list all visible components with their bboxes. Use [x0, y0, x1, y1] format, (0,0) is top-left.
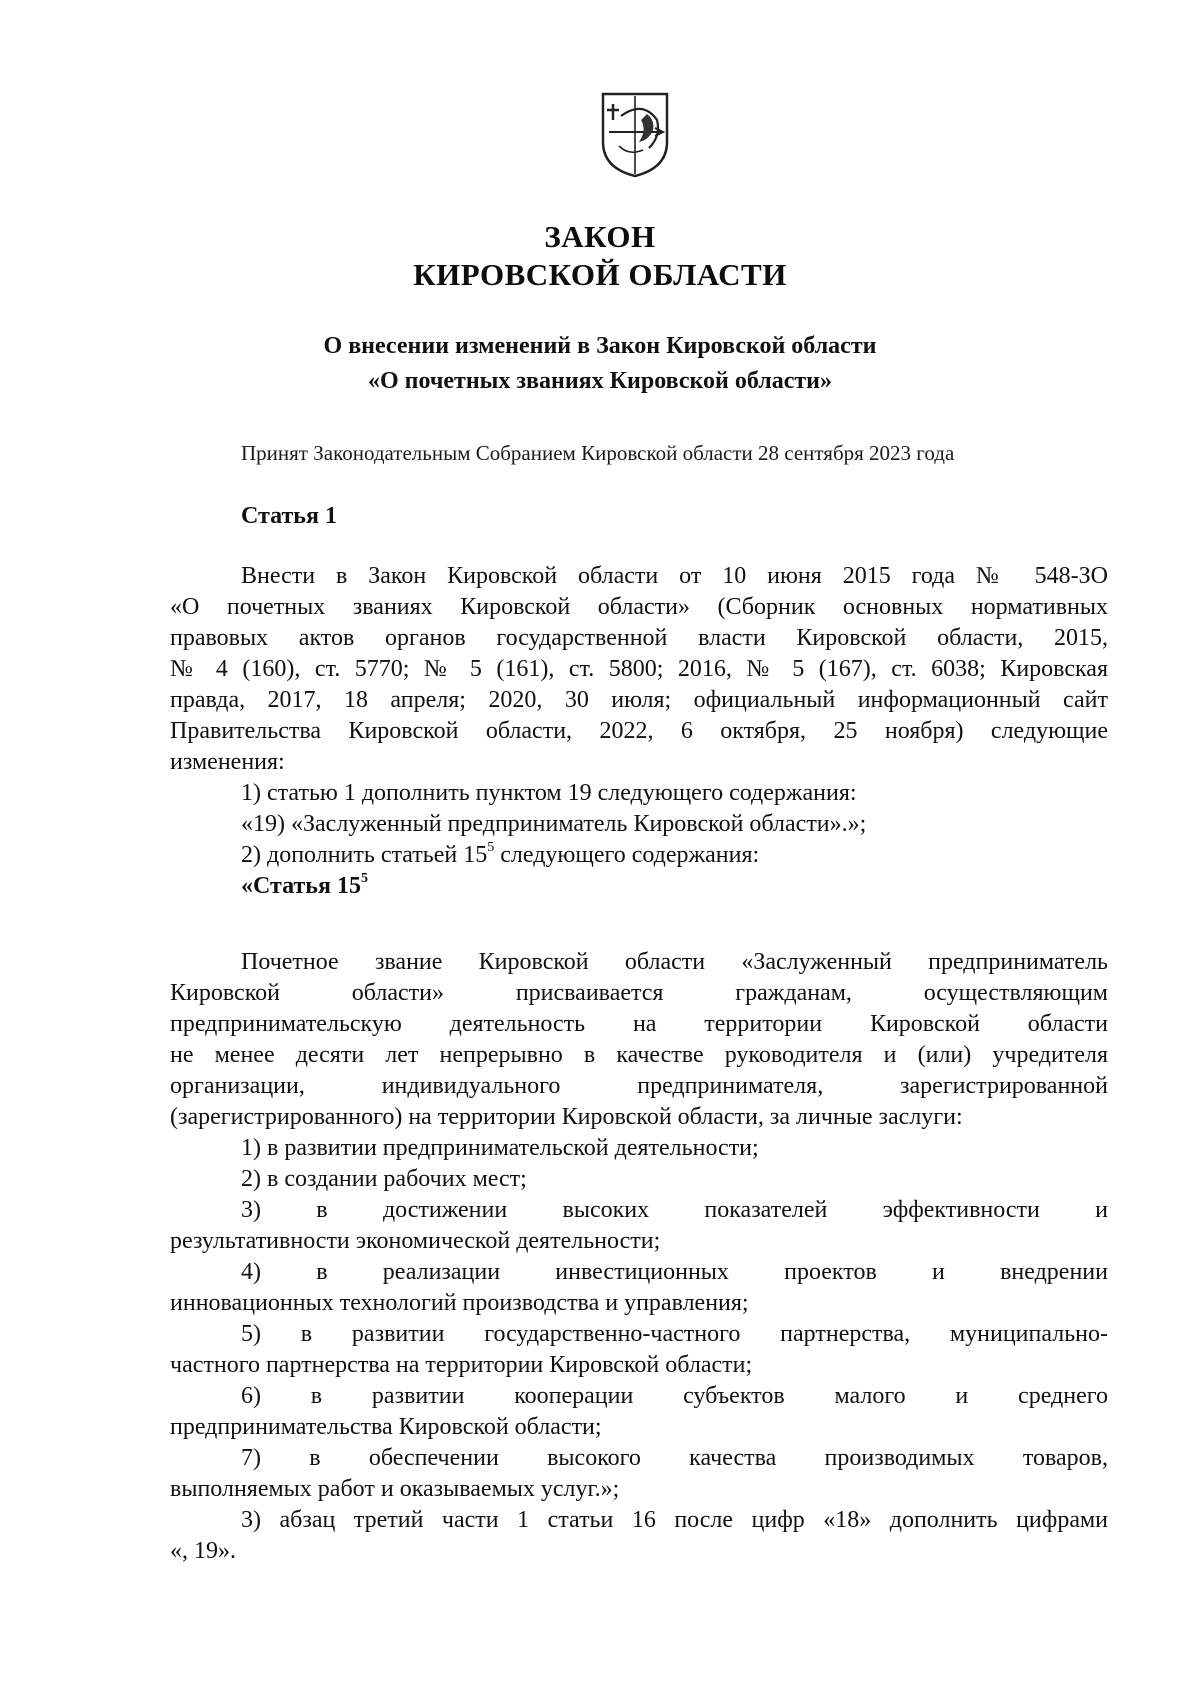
amendment-item-2	[170, 840, 1108, 871]
law-title-line-2: КИРОВСКОЙ ОБЛАСТИ	[413, 257, 787, 292]
merit-item: 7) в обеспечении высокого качества производимых товаров,	[241, 1445, 1108, 1471]
article-body-main	[170, 947, 1108, 1567]
merit-item-continued: частного партнерства на территории Кировской области;	[170, 1352, 753, 1378]
adoption-note: Принят Законодательным Собранием Кировской области 28 сентября 2023 года	[241, 441, 955, 465]
merit-item: 2) в создании рабочих мест;	[241, 1166, 527, 1192]
main-line: предпринимательскую деятельность на территории Кировской области	[170, 1011, 1108, 1037]
new-article-heading	[170, 871, 1108, 902]
merit-item-continued: выполняемых работ и оказываемых услуг.»;	[170, 1476, 620, 1502]
merit-item: 1) в развитии предпринимательской деятельности;	[241, 1135, 759, 1161]
merit-item: 4) в реализации инвестиционных проектов и внедрении	[241, 1259, 1108, 1285]
merit-item-continued: инновационных технологий производства и управления;	[170, 1290, 749, 1316]
intro-line: правда, 2017, 18 апреля; 2020, 30 июля; официальный информационный сайт	[170, 687, 1108, 713]
main-line: не менее десяти лет непрерывно в качестве руководителя и (или) учредителя	[170, 1042, 1108, 1068]
intro-line: изменения:	[170, 749, 285, 775]
merit-item: 5) в развитии государственно-частного партнерства, муниципально-	[241, 1321, 1108, 1347]
item-2-text: 2) дополнить статьей 15	[241, 842, 488, 868]
intro-line: № 4 (160), ст. 5770; № 5 (161), ст. 5800; 2016, № 5 (167), ст. 6038; Кировская	[170, 656, 1108, 682]
coat-of-arms-icon	[599, 90, 671, 178]
law-subject-line-2: «О почетных званиях Кировской области»	[367, 368, 833, 394]
intro-line: правовых актов органов государственной власти Кировской области, 2015,	[170, 625, 1108, 651]
new-article-superscript: 5	[360, 871, 368, 886]
amendment-item-1: 1) статью 1 дополнить пунктом 19 следующего содержания:	[241, 780, 857, 806]
amendment-item-3-continued: «, 19».	[170, 1538, 236, 1564]
law-subject-line-1: О внесении изменений в Закон Кировской области	[323, 333, 877, 359]
law-title-line-1: ЗАКОН	[544, 219, 656, 254]
amendment-item-1-quote: «19) «Заслуженный предприниматель Кировской области».»;	[241, 811, 867, 837]
intro-line: Внести в Закон Кировской области от 10 июня 2015 года № 548-ЗО	[241, 563, 1108, 589]
merit-item: 3) в достижении высоких показателей эффективности и	[241, 1197, 1108, 1223]
article-body-intro	[170, 561, 1108, 902]
article-heading: Статья 1	[241, 503, 337, 529]
main-line: Почетное звание Кировской области «Заслуженный предприниматель	[241, 949, 1108, 975]
new-article-heading-text: «Статья 15	[241, 873, 361, 899]
main-line: Кировской области» присваивается гражданам, осуществляющим	[170, 980, 1108, 1006]
merit-item-continued: предпринимательства Кировской области;	[170, 1414, 602, 1440]
main-line: (зарегистрированного) на территории Кировской области, за личные заслуги:	[170, 1104, 963, 1130]
item-2-text-end: следующего содержания:	[494, 842, 760, 868]
merit-item: 6) в развитии кооперации субъектов малого и среднего	[241, 1383, 1108, 1409]
intro-line: «О почетных званиях Кировской области» (Сборник основных нормативных	[170, 594, 1108, 620]
intro-line: Правительства Кировской области, 2022, 6 октября, 25 ноября) следующие	[170, 718, 1108, 744]
amendment-item-3: 3) абзац третий части 1 статьи 16 после цифр «18» дополнить цифрами	[241, 1507, 1108, 1533]
main-line: организации, индивидуального предпринимателя, зарегистрированной	[170, 1073, 1108, 1099]
item-2-superscript: 5	[487, 840, 495, 855]
merit-item-continued: результативности экономической деятельности;	[170, 1228, 661, 1254]
